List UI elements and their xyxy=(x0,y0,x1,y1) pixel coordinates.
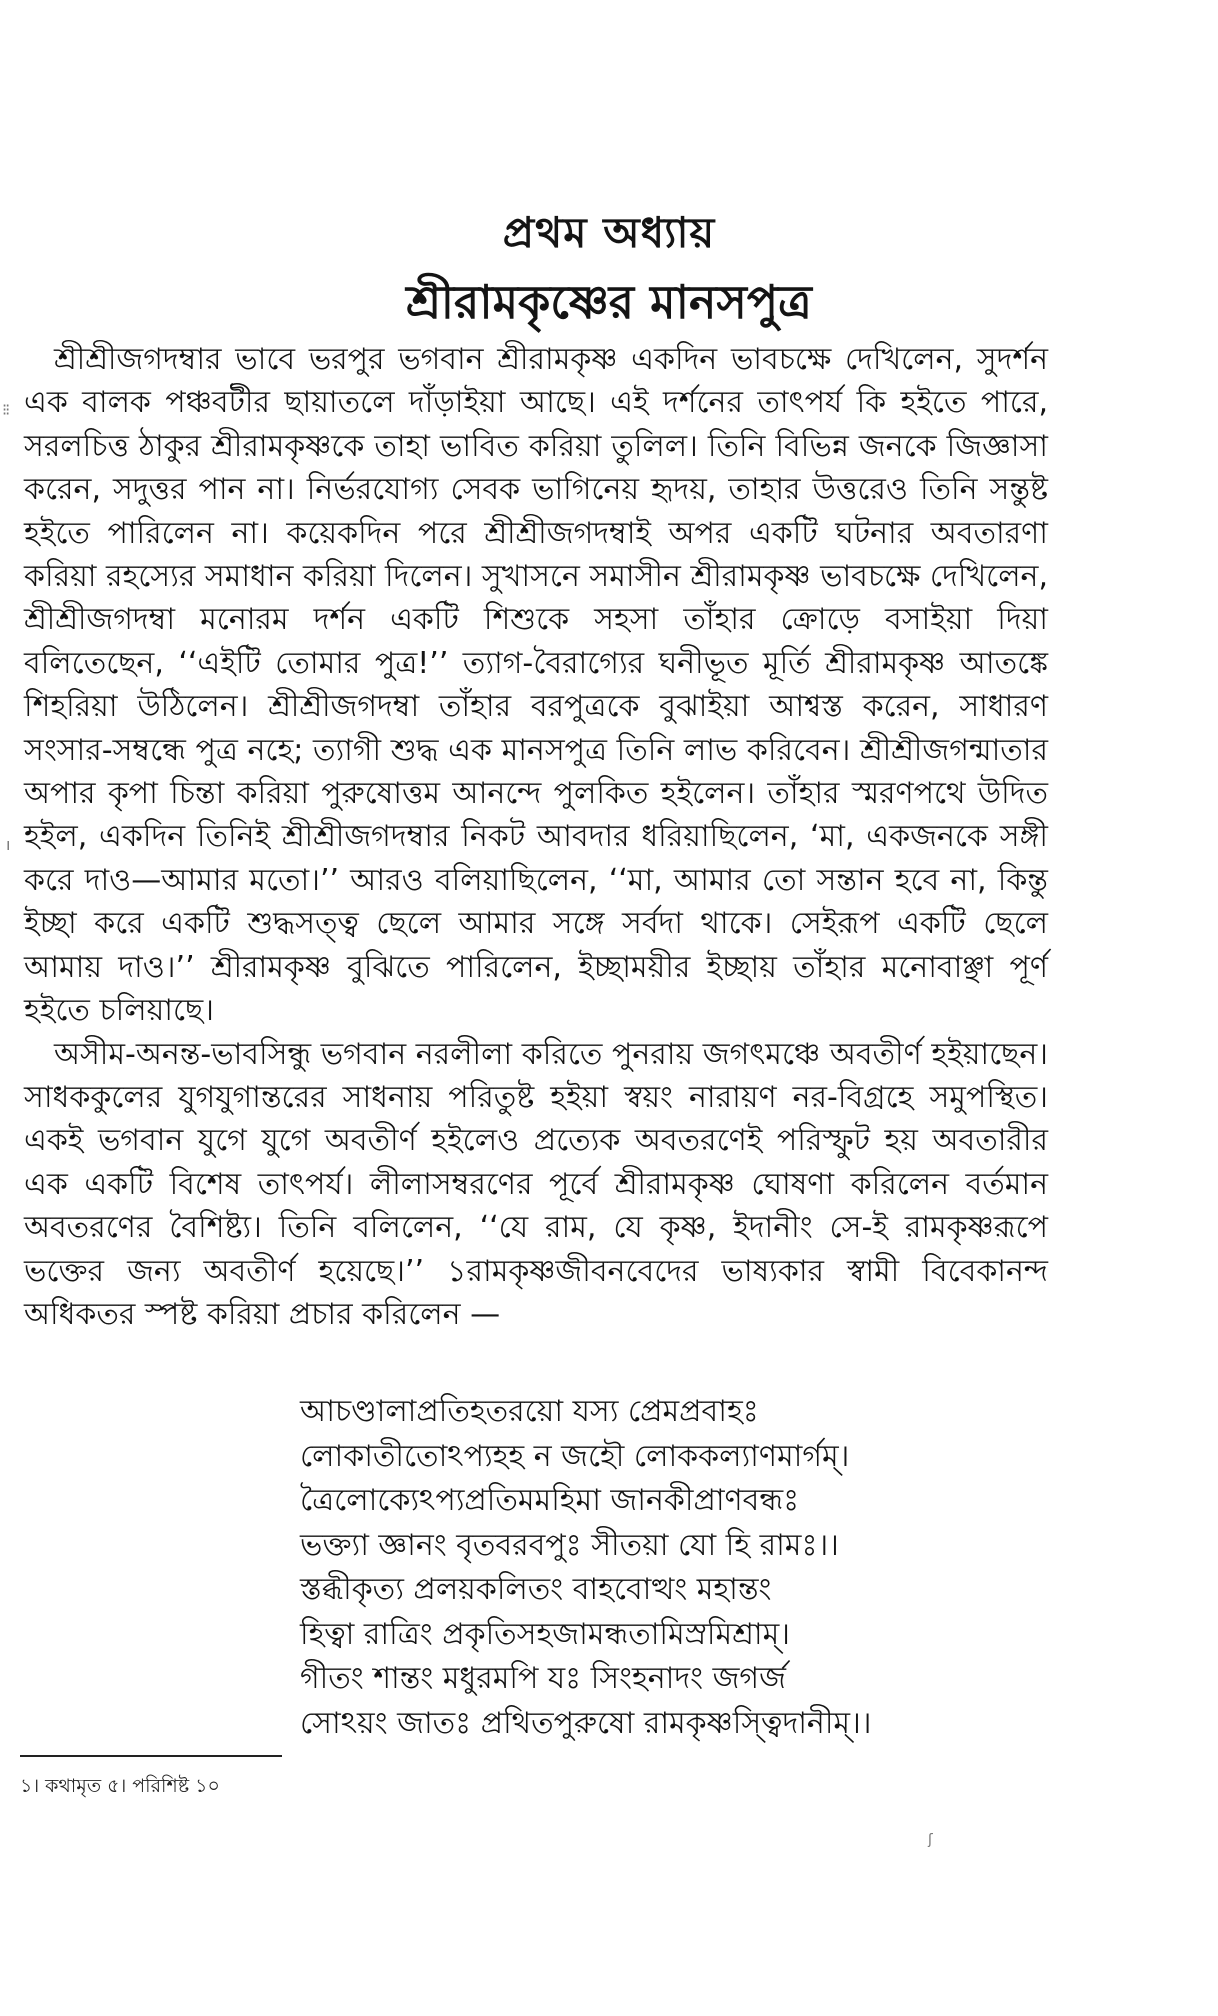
verse-line: আচণ্ডালাপ্রতিহতরয়ো যস্য প্রেমপ্রবাহঃ xyxy=(300,1394,759,1429)
footnote-divider xyxy=(20,1755,282,1757)
chapter-body xyxy=(24,338,1048,1336)
chapter-label: প্রথম অধ্যায় xyxy=(502,208,716,257)
verse-line: স্তব্ধীকৃত্য প্রলয়কলিতং বাহবোত্থং মহান্তং xyxy=(300,1572,772,1607)
chapter-title: শ্রীরামকৃষ্ণের মানসপুত্র xyxy=(406,275,812,329)
footnote: ১। কথামৃত ৫। পরিশিষ্ট ১০ xyxy=(20,1775,220,1797)
paragraph-1: শ্রীশ্রীজগদম্বার ভাবে ভরপুর ভগবান শ্রীরামকৃষ্ণ একদিন ভাবচক্ষে দেখিলেন, সুদর্শন এক বালক পঞ্চবটীর ছায়াতলে দাঁড়াইয়া আছে। এই দর্শনের তাৎপর্য কি হইতে পারে, সরলচিত্ত ঠাকুর শ্রীরামকৃষ্ণকে তাহা ভাবিত করিয়া তুলিল। তিনি বিভিন্ন জনকে জিজ্ঞাসা করেন, সদুত্তর পান না। নির্ভরযোগ্য সেবক ভাগিনেয় হৃদয়, তাহার উত্তরেও তিনি সন্তুষ্ট হইতে পারিলেন না। কয়েকদিন পরে শ্রীশ্রীজগদম্বাই অপর একটি ঘটনার অবতারণা করিয়া রহস্যের সমাধান করিয়া দিলেন। সুখাসনে সমাসীন শ্রীরামকৃষ্ণ ভাবচক্ষে দেখিলেন, শ্রীশ্রীজগদম্বা মনোরম দর্শন একটি শিশুকে সহসা তাঁহার ক্রোড়ে বসাইয়া দিয়া বলিতেছেন, ‘‘এইটি তোমার পুত্র!’’ ত্যাগ-বৈরাগ্যের ঘনীভূত মূর্তি শ্রীরামকৃষ্ণ আতঙ্কে শিহরিয়া উঠিলেন। শ্রীশ্রীজগদম্বা তাঁহার বরপুত্রকে বুঝাইয়া আশ্বস্ত করেন, সাধারণ সংসার-সম্বন্ধে পুত্র নহে; ত্যাগী শুদ্ধ এক মানসপুত্র তিনি লাভ করিবেন। শ্রীশ্রীজগন্মাতার অপার কৃপা চিন্তা করিয়া পুরুষোত্তম আনন্দে পুলকিত হইলেন। তাঁহার স্মরণপথে উদিত হইল, একদিন তিনিই শ্রীশ্রীজগদম্বার নিকট আবদার ধরিয়াছিলেন, ‘মা, একজনকে সঙ্গী করে দাও—আমার মতো।’’ আরও বলিয়াছিলেন, ‘‘মা, আমার তো সন্তান হবে না, কিন্তু ইচ্ছা করে একটি শুদ্ধসত্ত্ব ছেলে আমার সঙ্গে সর্বদা থাকে। সেইরূপ একটি ছেলে আমায় দাও।’’ শ্রীরামকৃষ্ণ বুঝিতে পারিলেন, ইচ্ছাময়ীর ইচ্ছায় তাঁহার মনোবাঞ্ছা পূর্ণ হইতে চলিয়াছে। xyxy=(24,342,1048,1029)
verse-line: ত্রৈলোক্যেঽপ্যপ্রতিমমহিমা জানকীপ্রাণবন্ধঃ xyxy=(300,1483,800,1518)
verse-line: হিত্বা রাত্রিং প্রকৃতিসহজামন্ধতামিস্রমিশ্রাম্। xyxy=(300,1616,791,1652)
verse-line: সোঽয়ং জাতঃ প্রথিতপুরুষো রামকৃষ্ণস্ত্বিদানীম্।। xyxy=(300,1705,872,1741)
verse-line: ভক্ত্যা জ্ঞানং বৃতবরবপুঃ সীতয়া যো হি রামঃ।। xyxy=(300,1527,839,1563)
scan-margin-mark: ı xyxy=(6,835,11,854)
sanskrit-verse xyxy=(300,1390,1060,1746)
verse-line: লোকাতীতোঽপ্যহহ ন জহৌ লোককল্যাণমার্গম্। xyxy=(300,1438,850,1474)
scan-speck-mark: ʃ xyxy=(928,1832,933,1848)
scan-margin-mark: ⁝⁝ xyxy=(2,400,9,419)
paragraph-2: অসীম-অনন্ত-ভাবসিন্ধু ভগবান নরলীলা করিতে পুনরায় জগৎমঞ্চে অবতীর্ণ হইয়াছেন। সাধককুলের যুগযুগান্তরের সাধনায় পরিতুষ্ট হইয়া স্বয়ং নারায়ণ নর-বিগ্রহে সমুপস্থিত। একই ভগবান যুগে যুগে অবতীর্ণ হইলেও প্রত্যেক অবতরণেই পরিস্ফুট হয় অবতারীর এক একটি বিশেষ তাৎপর্য। লীলাসম্বরণের পূর্বে শ্রীরামকৃষ্ণ ঘোষণা করিলেন বর্তমান অবতরণের বৈশিষ্ট্য। তিনি বলিলেন, ‘‘যে রাম, যে কৃষ্ণ, ইদানীং সে-ই রামকৃষ্ণরূপে ভক্তের জন্য অবতীর্ণ হয়েছে।’’ ১রামকৃষ্ণজীবনবেদের ভাষ্যকার স্বামী বিবেকানন্দ অধিকতর স্পষ্ট করিয়া প্রচার করিলেন — xyxy=(24,1036,1048,1332)
verse-line: গীতং শান্তং মধুরমপি যঃ সিংহনাদং জগর্জ xyxy=(300,1661,786,1696)
